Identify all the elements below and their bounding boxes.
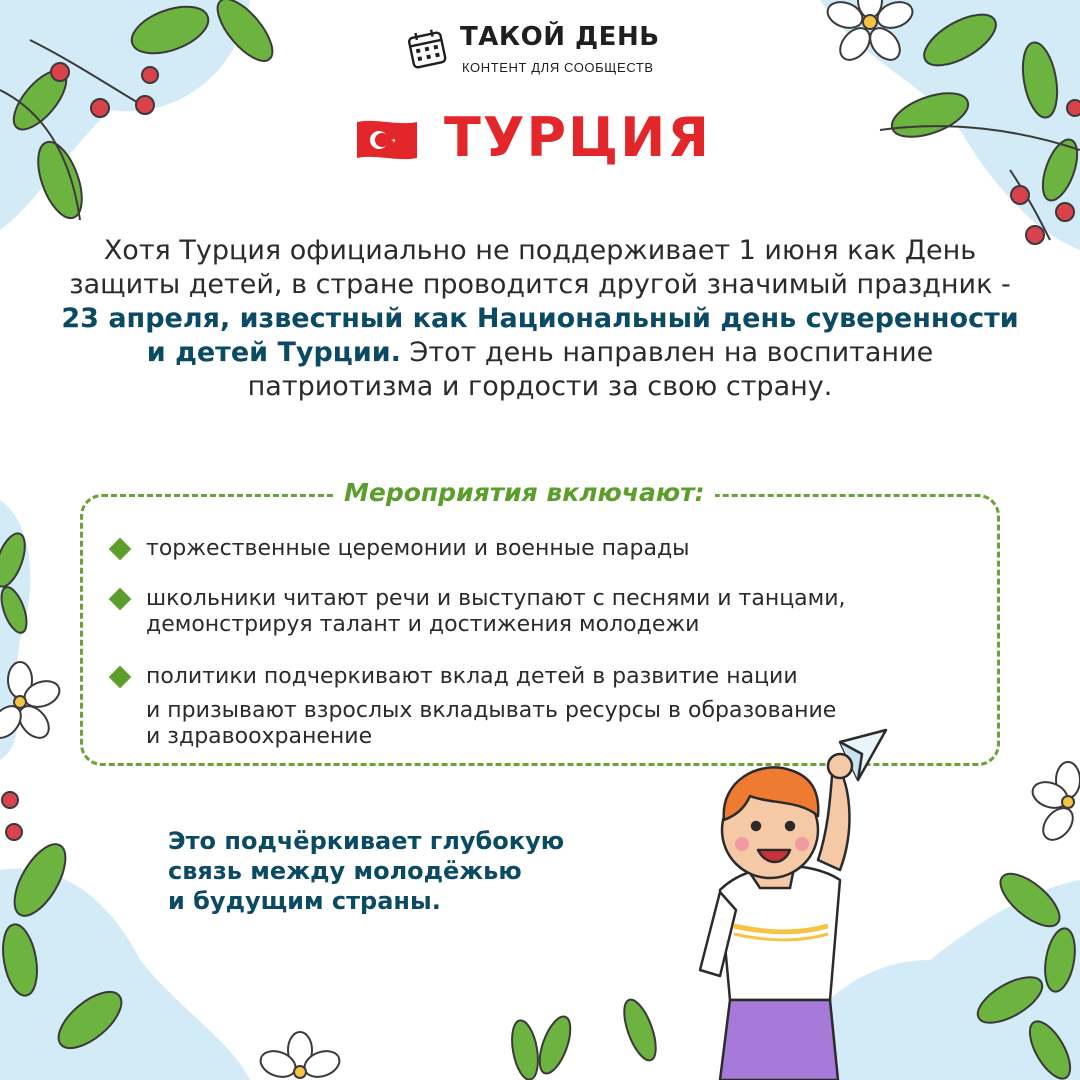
list-item-line: и здравоохранение: [146, 724, 373, 749]
list-item-line: политики подчеркивают вклад детей в развитие нации: [146, 664, 798, 689]
intro-paragraph: [60, 234, 1020, 404]
conclusion-line: Это подчёркивает глубокую: [168, 827, 565, 855]
conclusion-line: и будущим страны.: [168, 887, 441, 915]
events-title: Мероприятия включают:: [334, 478, 715, 507]
brand-subtitle: КОНТЕНТ ДЛЯ СООБЩЕСТВ: [462, 60, 654, 75]
list-item-line: школьники читают речи и выступают с песнями и танцами,: [146, 586, 846, 611]
page-title: ТУРЦИЯ: [444, 106, 711, 169]
boy-with-paper-plane-illustration: [690, 720, 890, 1080]
turkey-flag-icon: [355, 118, 419, 162]
list-item-line: и призывают взрослых вкладывать ресурсы в образование: [146, 698, 837, 723]
conclusion-text: [168, 826, 628, 916]
list-item-line: торжественные церемонии и военные парады: [146, 536, 690, 561]
list-item-line: демонстрируя талант и достижения молодежи: [146, 612, 700, 637]
calendar-icon: [404, 26, 450, 72]
brand-title: ТАКОЙ ДЕНЬ: [460, 22, 660, 52]
intro-text-before: Хотя Турция официально не поддерживает 1 июня как День защиты детей, в стране проводится другой значимый праздник -: [69, 235, 1011, 300]
intro-text-after: Этот день направлен на воспитание патриотизма и гордости за свою страну.: [247, 337, 934, 402]
intro-highlight: 23 апреля, известный как Национальный день суверенности и детей Турции.: [61, 303, 1019, 368]
conclusion-line: связь между молодёжью: [168, 857, 522, 885]
brand-logo: [404, 22, 694, 82]
